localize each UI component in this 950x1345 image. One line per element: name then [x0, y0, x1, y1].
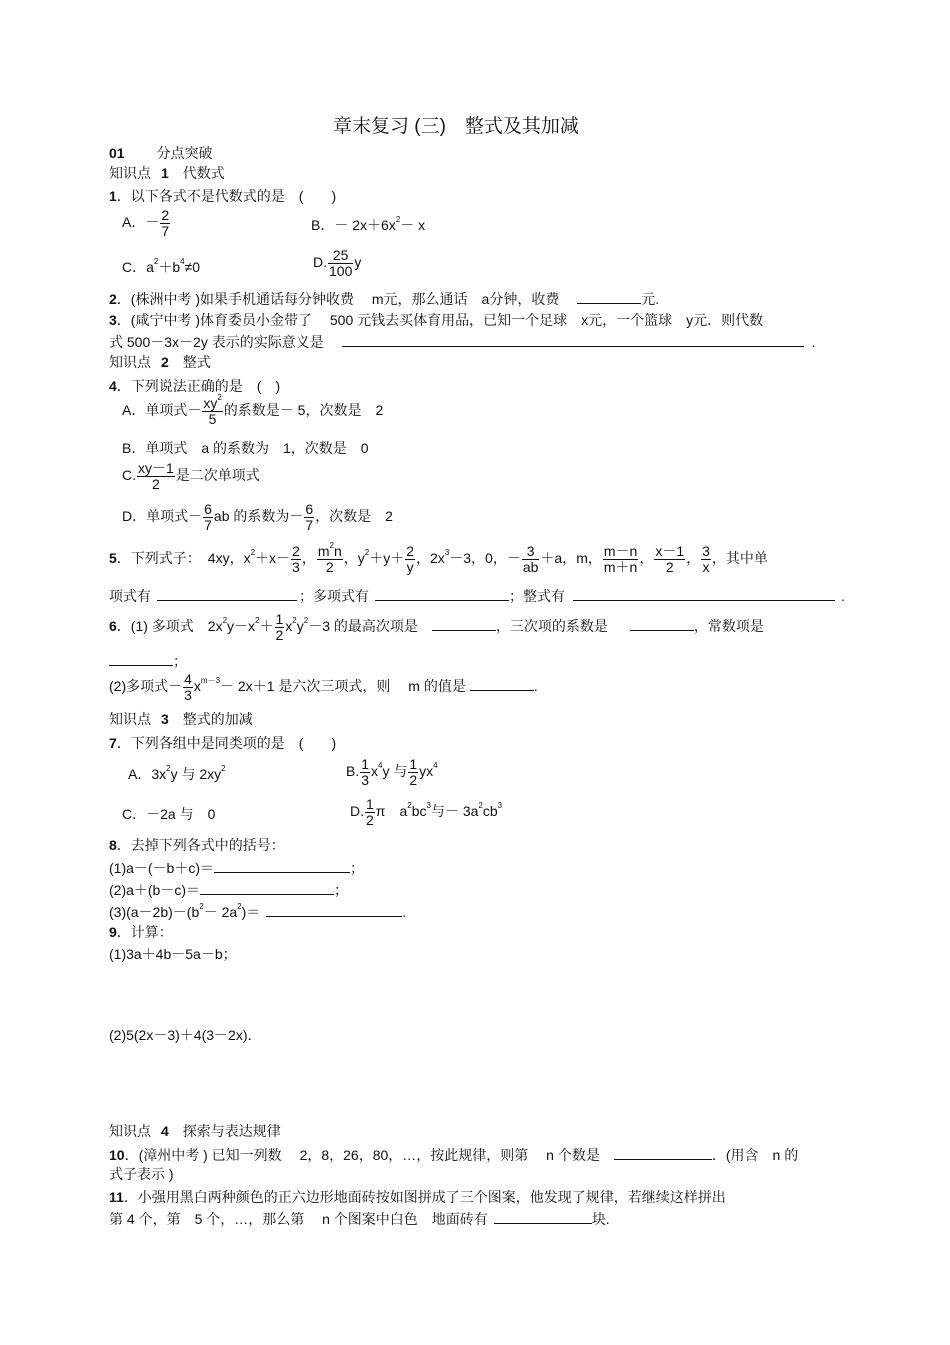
page-title: 章末复习 (三) 整式及其加减	[333, 116, 579, 137]
question-4-option-d: D．单项式－ $\frac{6}{7}$ ab 的系数为－ $\frac{6}{7}$ ，次数是 2	[122, 501, 393, 533]
answer-blank[interactable]	[214, 859, 350, 873]
question-10-line-1: 10．(漳州中考 ) 已知一列数 2，8，26，80，…，按此规律，则第 n 个数是 ．(用含 n 的	[109, 1147, 799, 1163]
fraction: $\frac{4}{3}$	[184, 671, 192, 703]
question-4-stem: 4．下列说法正确的是 ( )	[109, 378, 281, 394]
answer-blank[interactable]	[614, 1146, 712, 1160]
answer-blank[interactable]	[266, 903, 402, 917]
answer-blank[interactable]	[157, 587, 297, 601]
question-1-option-c: C．$a^2+b^4\ne 0$	[122, 257, 201, 275]
question-2: 2．(株洲中考 )如果手机通话每分钟收费 m元，那么通话 a分钟，收费 元.	[109, 291, 660, 307]
fraction: $\frac{6}{7}$	[204, 501, 212, 533]
question-8-part-2: (2)a＋(b－c)＝ ；	[109, 882, 349, 898]
question-7-stem: 7．下列各组中是同类项的是 ( )	[109, 735, 337, 751]
question-11-line-2: 第 4 个，第 5 个，…，那么第 n 个图案中白色 地面砖有 块.	[109, 1211, 610, 1227]
question-3-line-2: 式 500－3x－2y 表示的实际意义是 .	[109, 334, 816, 350]
fraction: $\frac{1}{2}$	[366, 796, 374, 828]
question-7-option-d: D. $\frac{1}{2}$ π $a^2bc^3$与－ $3a^2cb^3$	[350, 796, 503, 828]
question-1-option-a: A．－ $\frac{2}{7}$	[122, 207, 170, 239]
fraction: $\frac{2}{3}$	[292, 543, 300, 575]
question-9-part-1: (1)3a＋4b－5a－b；	[109, 946, 237, 962]
question-8-part-1: (1)a－(－b＋c)＝ ；	[109, 860, 365, 876]
fraction: $\frac{m^2n}{2}$	[317, 541, 342, 575]
answer-blank[interactable]	[109, 652, 173, 666]
knowledge-point-3: 知识点 3 整式的加减	[109, 711, 253, 727]
answer-blank[interactable]	[494, 1210, 592, 1224]
knowledge-point-4: 知识点 4 探索与表达规律	[109, 1123, 281, 1139]
answer-blank[interactable]	[200, 881, 334, 895]
answer-blank[interactable]	[432, 617, 496, 631]
answer-blank[interactable]	[470, 677, 534, 691]
question-9-part-2: (2)5(2x－3)＋4(3－2x)．	[109, 1027, 262, 1043]
question-4-option-b: B．单项式 a 的系数为 1，次数是 0	[122, 440, 369, 456]
question-6-line-2: ；	[109, 652, 187, 669]
question-10-line-2: 式子表示 )	[109, 1166, 174, 1182]
question-11-line-1: 11．小强用黑白两种颜色的正六边形地面砖按如图拼成了三个图案，他发现了规律，若继续这样拼出	[109, 1189, 726, 1205]
question-3-line-1: 3．(咸宁中考 )体育委员小金带了 500 元钱去买体育用品，已知一个足球 x元，一个篮球 y元．则代数	[109, 312, 764, 328]
fraction: $\frac{1}{3}$	[361, 756, 370, 788]
question-1-stem: 1．以下各式不是代数式的是 ( )	[109, 188, 337, 204]
section-text: 分点突破	[156, 145, 213, 161]
question-1-option-d: D. $\frac{25}{100}$ y	[313, 247, 362, 279]
answer-blank[interactable]	[375, 587, 509, 601]
fraction: $\frac{25}{100}$	[329, 247, 353, 279]
fraction: $\frac{xy-1}{2}$	[138, 460, 174, 492]
fraction: $\frac{3}{ab}$	[522, 543, 539, 575]
fraction: $\frac{2}{y}$	[406, 543, 415, 575]
answer-blank[interactable]	[630, 617, 694, 631]
question-1-option-b: B．－ $2x+6x^2- x$	[311, 215, 426, 233]
question-4-option-a: A．单项式－ $\frac{xy^2}{5}$ 的系数是－ 5，次数是 2	[122, 393, 384, 427]
section-number: 01	[109, 145, 125, 161]
question-9-stem: 9．计算：	[109, 924, 173, 940]
fraction: $\frac{x-1}{2}$	[655, 543, 685, 575]
question-8-part-3: $(3)(a-2b)-(b^2- 2a^2)=$ .	[109, 902, 407, 920]
question-5-line-2: 项式有 ；多项式有 ；整式有 .	[109, 588, 845, 604]
fraction: $\frac{2}{7}$	[161, 207, 170, 239]
fraction: $\frac{3}{x}$	[702, 543, 710, 575]
fraction: $\frac{1}{2}$	[409, 756, 418, 788]
section-header	[109, 145, 212, 161]
question-6-line-1: 6．(1) 多项式 $2x^2y-x^2+$ $\frac{1}{2}$ $x^2y^2-3$ 的最高次项是 ，三次项的系数是 ，常数项是	[109, 611, 764, 643]
answer-blank[interactable]	[573, 587, 835, 601]
question-8-stem: 8．去掉下列各式中的括号：	[109, 837, 285, 853]
fraction: $\frac{xy^2}{5}$	[203, 393, 222, 427]
answer-blank[interactable]	[577, 290, 641, 304]
answer-blank[interactable]	[342, 333, 804, 347]
fraction: $\frac{1}{2}$	[275, 611, 284, 643]
question-7-option-c: C．－2a 与 0	[122, 806, 216, 822]
question-4-option-c: C. $\frac{xy-1}{2}$ 是二次单项式	[122, 460, 260, 492]
question-7-option-b: B. $\frac{1}{3}$ $x^4y$ 与 $\frac{1}{2}$ $yx^4$	[346, 756, 438, 788]
knowledge-point-1: 知识点 1 代数式	[109, 165, 225, 181]
question-7-option-a: A．$3x^2y$ 与 $2xy^2$	[128, 764, 226, 782]
fraction: $\frac{6}{7}$	[305, 501, 314, 533]
fraction: $\frac{m-n}{m+n}$	[603, 543, 638, 575]
knowledge-point-2: 知识点 2 整式	[109, 354, 211, 370]
question-5-line-1: 5．下列式子： 4xy，$x^2+x-$ $\frac{2}{3}$ ， $\frac{m^2n}{2}$ ，$y^2+y+$ $\frac{2}{y}$ ，$2x^3-3$，0，－ $\frac{3}{ab}$ ＋a，m， $\frac{m-n}{m+n}$ ， $\frac{x-1}{2}$ ， $\frac{3}{x}$ ，其中单	[109, 541, 768, 575]
question-6-part-2: (2)多项式－ $\frac{4}{3}$ $x^{m-3}- 2x+1$ 是六次三项式，则 m 的值是 .	[109, 671, 538, 703]
